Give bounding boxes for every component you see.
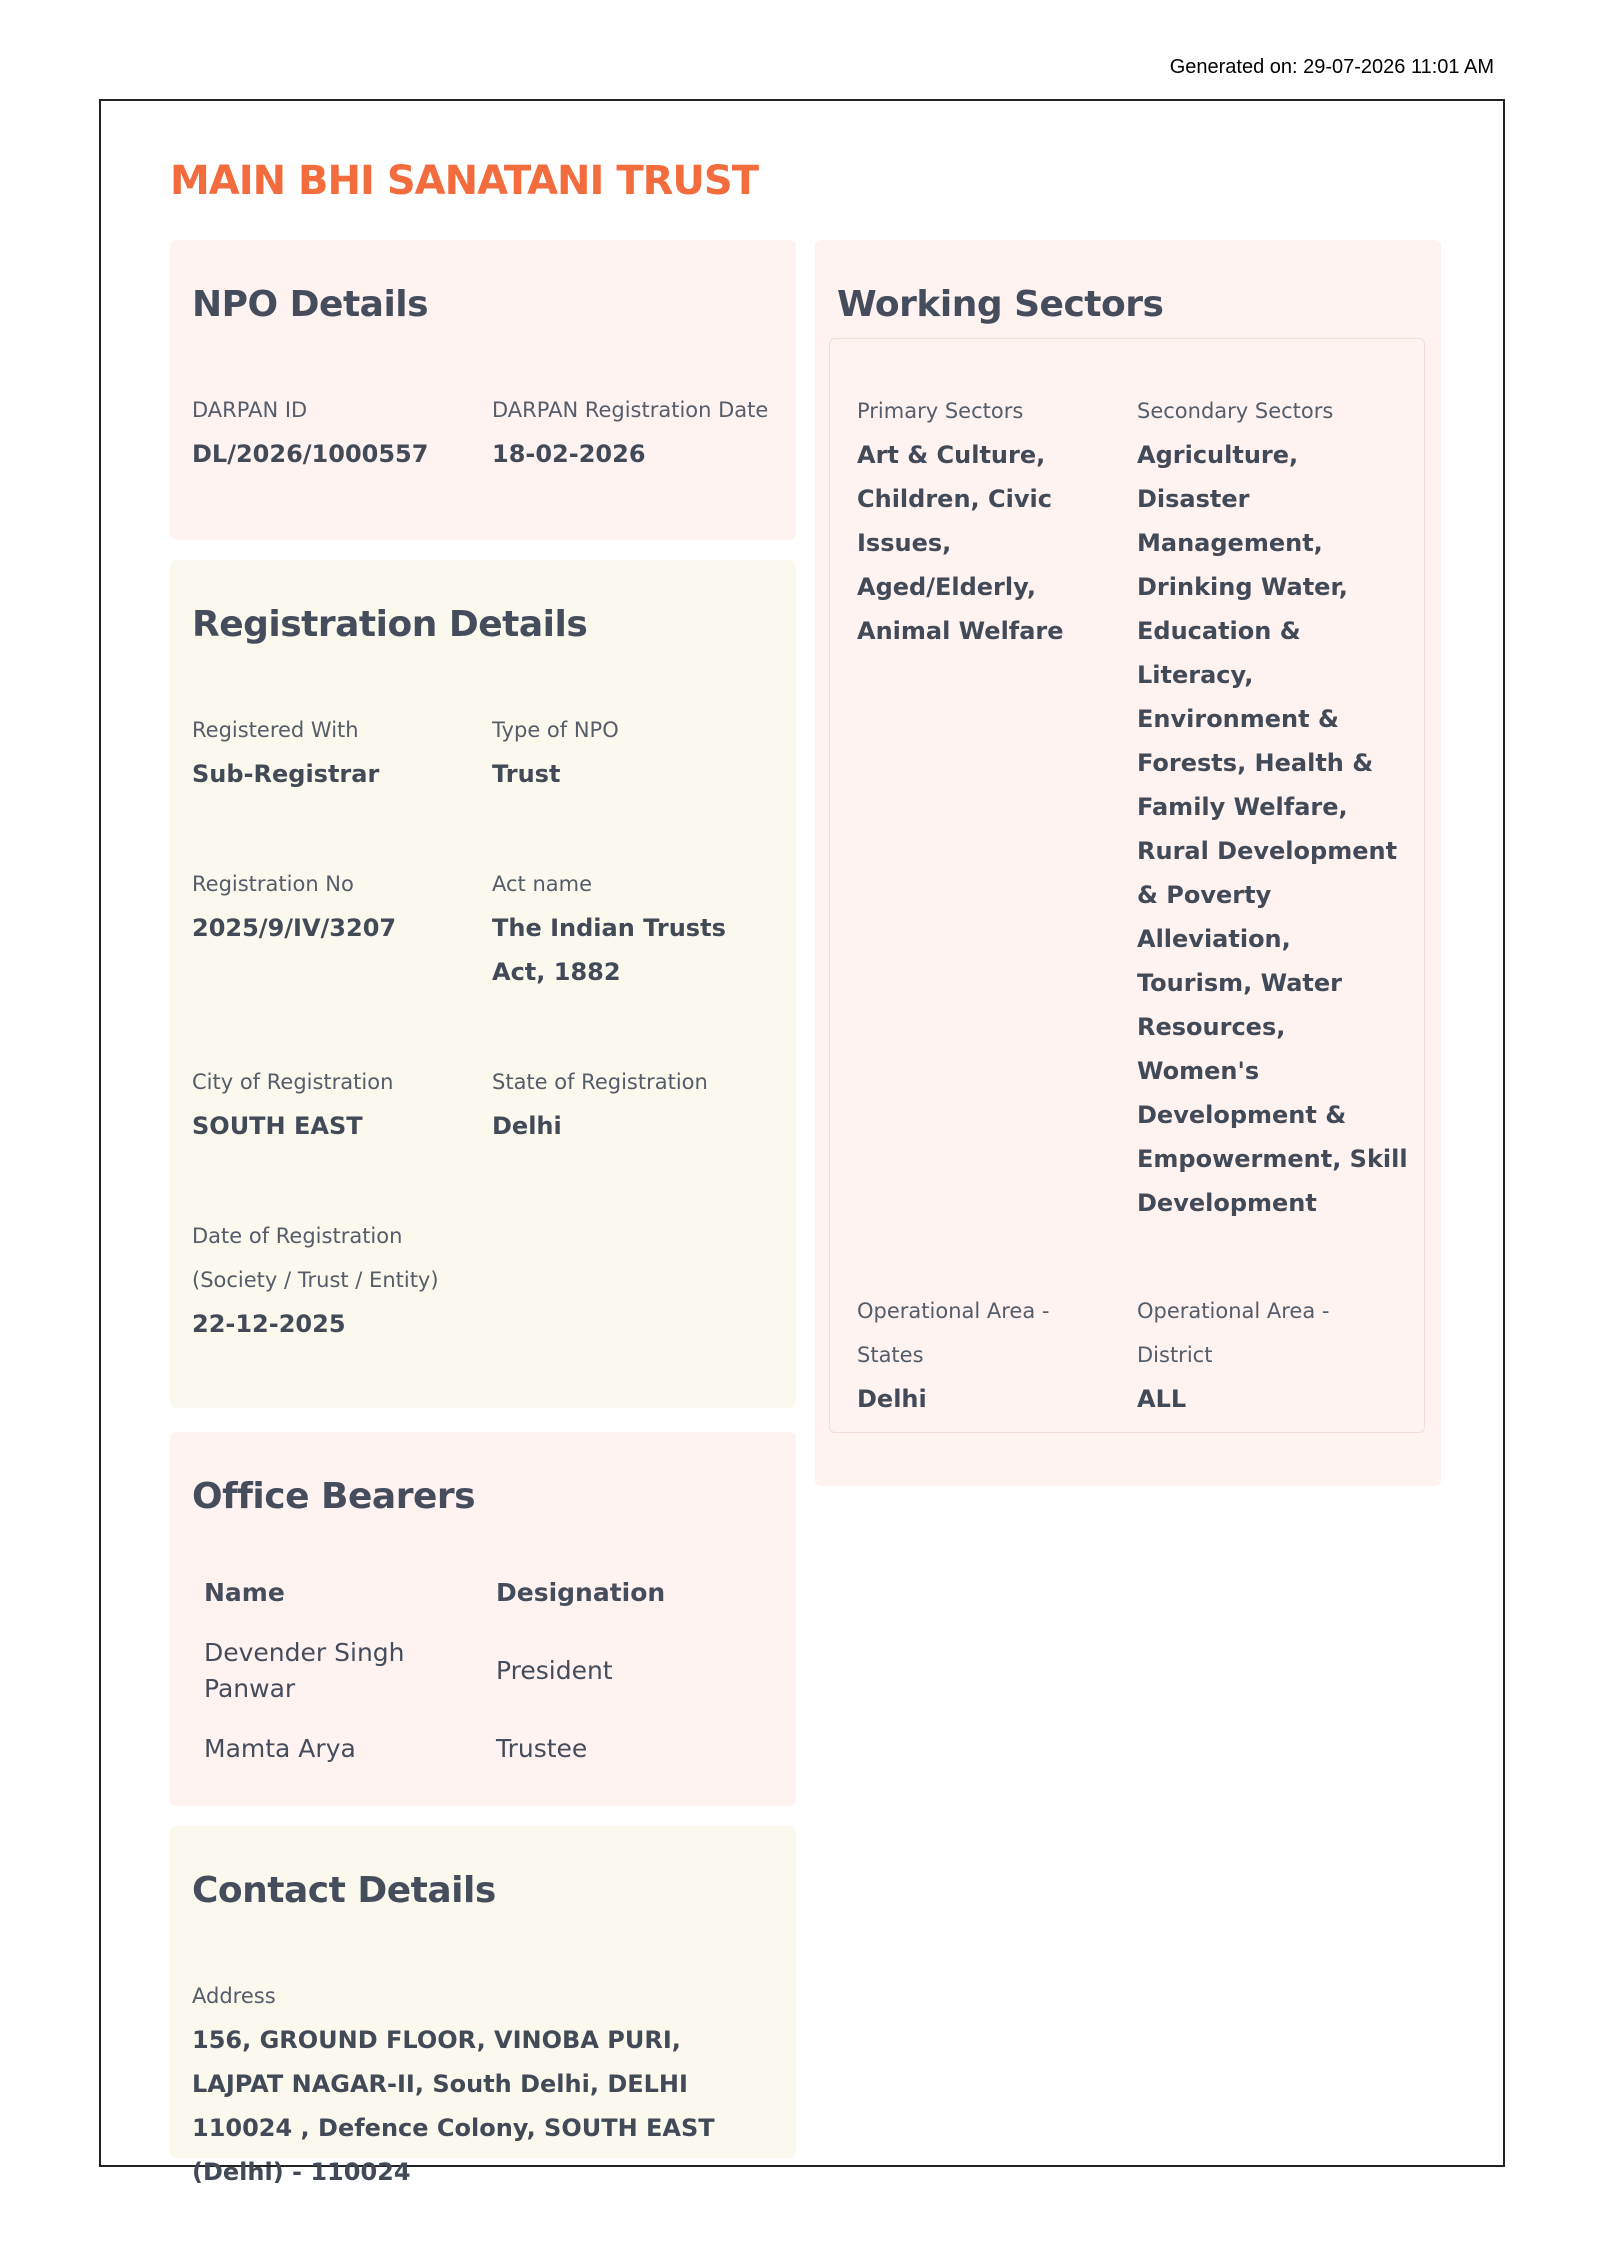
npo-details-card bbox=[170, 240, 796, 540]
registration-no-value: 2025/9/IV/3207 bbox=[192, 914, 397, 942]
address-field bbox=[192, 1974, 762, 2194]
bearer-name: Mamta Arya bbox=[204, 1734, 356, 1763]
operational-states-value: Delhi bbox=[857, 1385, 927, 1413]
secondary-sectors-value: Agriculture, Disaster Management, Drinking Water, Education & Literacy, Environment & Forests, Health & Family Welfare, Rural Development & Poverty Alleviation, Tourism, Water Resources, Women's Development & Empowerment, Skill Development bbox=[1137, 441, 1408, 1217]
bearer-designation: President bbox=[496, 1656, 613, 1685]
operational-states-label: Operational Area - States bbox=[857, 1299, 1050, 1367]
secondary-sectors-label: Secondary Sectors bbox=[1137, 399, 1334, 423]
npo-type-value: Trust bbox=[492, 760, 561, 788]
state-of-registration-label: State of Registration bbox=[492, 1070, 708, 1094]
primary-sectors-label: Primary Sectors bbox=[857, 399, 1024, 423]
table-header-row bbox=[192, 1552, 768, 1632]
registered-with-field bbox=[192, 708, 477, 796]
npo-details-title: NPO Details bbox=[192, 284, 429, 325]
working-sectors-title: Working Sectors bbox=[837, 284, 1164, 325]
registration-details-card bbox=[170, 560, 796, 1408]
npo-type-field bbox=[492, 708, 777, 796]
darpan-id-label: DARPAN ID bbox=[192, 398, 308, 422]
office-bearers-card bbox=[170, 1432, 796, 1806]
registered-with-value: Sub-Registrar bbox=[192, 760, 380, 788]
secondary-sectors-field bbox=[1137, 389, 1412, 1225]
working-sectors-card bbox=[815, 240, 1441, 1486]
npo-type-label: Type of NPO bbox=[492, 718, 619, 742]
sectors-inner-panel bbox=[829, 338, 1425, 1433]
date-of-registration-field bbox=[192, 1214, 462, 1346]
registered-with-label: Registered With bbox=[192, 718, 359, 742]
primary-sectors-field bbox=[857, 389, 1122, 653]
table-row bbox=[192, 1632, 768, 1710]
table-row bbox=[192, 1710, 768, 1788]
registration-details-title: Registration Details bbox=[192, 604, 588, 645]
city-of-registration-value: SOUTH EAST bbox=[192, 1112, 363, 1140]
operational-district-label: Operational Area - District bbox=[1137, 1299, 1330, 1367]
act-name-field bbox=[492, 862, 777, 994]
state-of-registration-value: Delhi bbox=[492, 1112, 562, 1140]
address-value: 156, GROUND FLOOR, VINOBA PURI, LAJPAT NAGAR-II, South Delhi, DELHI 110024 , Defence Colony, SOUTH EAST (Delhi) - 110024 bbox=[192, 2026, 715, 2186]
registration-no-field bbox=[192, 862, 477, 950]
date-of-registration-label: Date of Registration (Society / Trust / Entity) bbox=[192, 1224, 439, 1292]
primary-sectors-value: Art & Culture, Children, Civic Issues, Aged/Elderly, Animal Welfare bbox=[857, 441, 1064, 645]
act-name-value: The Indian Trusts Act, 1882 bbox=[492, 914, 726, 986]
date-of-registration-value: 22-12-2025 bbox=[192, 1310, 346, 1338]
operational-states-field bbox=[857, 1289, 1087, 1421]
bearer-name: Devender Singh Panwar bbox=[204, 1638, 405, 1703]
city-of-registration-label: City of Registration bbox=[192, 1070, 394, 1094]
generated-timestamp: Generated on: 29-07-2026 11:01 AM bbox=[1169, 56, 1494, 78]
darpan-reg-date-label: DARPAN Registration Date bbox=[492, 398, 769, 422]
operational-district-value: ALL bbox=[1137, 1385, 1187, 1413]
header-name: Name bbox=[204, 1577, 285, 1607]
office-bearers-table bbox=[192, 1552, 768, 1788]
darpan-reg-date-value: 18-02-2026 bbox=[492, 440, 646, 468]
address-label: Address bbox=[192, 1984, 276, 2008]
trust-name: MAIN BHI SANATANI TRUST bbox=[170, 158, 758, 204]
state-of-registration-field bbox=[492, 1060, 777, 1148]
darpan-id-field bbox=[192, 388, 477, 476]
registration-no-label: Registration No bbox=[192, 872, 354, 896]
contact-details-card bbox=[170, 1826, 796, 2186]
darpan-id-value: DL/2026/1000557 bbox=[192, 440, 429, 468]
operational-district-field bbox=[1137, 1289, 1367, 1421]
act-name-label: Act name bbox=[492, 872, 593, 896]
office-bearers-title: Office Bearers bbox=[192, 1476, 476, 1517]
city-of-registration-field bbox=[192, 1060, 477, 1148]
bearer-designation: Trustee bbox=[496, 1734, 588, 1763]
darpan-reg-date-field bbox=[492, 388, 777, 476]
contact-details-title: Contact Details bbox=[192, 1870, 496, 1911]
header-designation: Designation bbox=[496, 1577, 666, 1607]
